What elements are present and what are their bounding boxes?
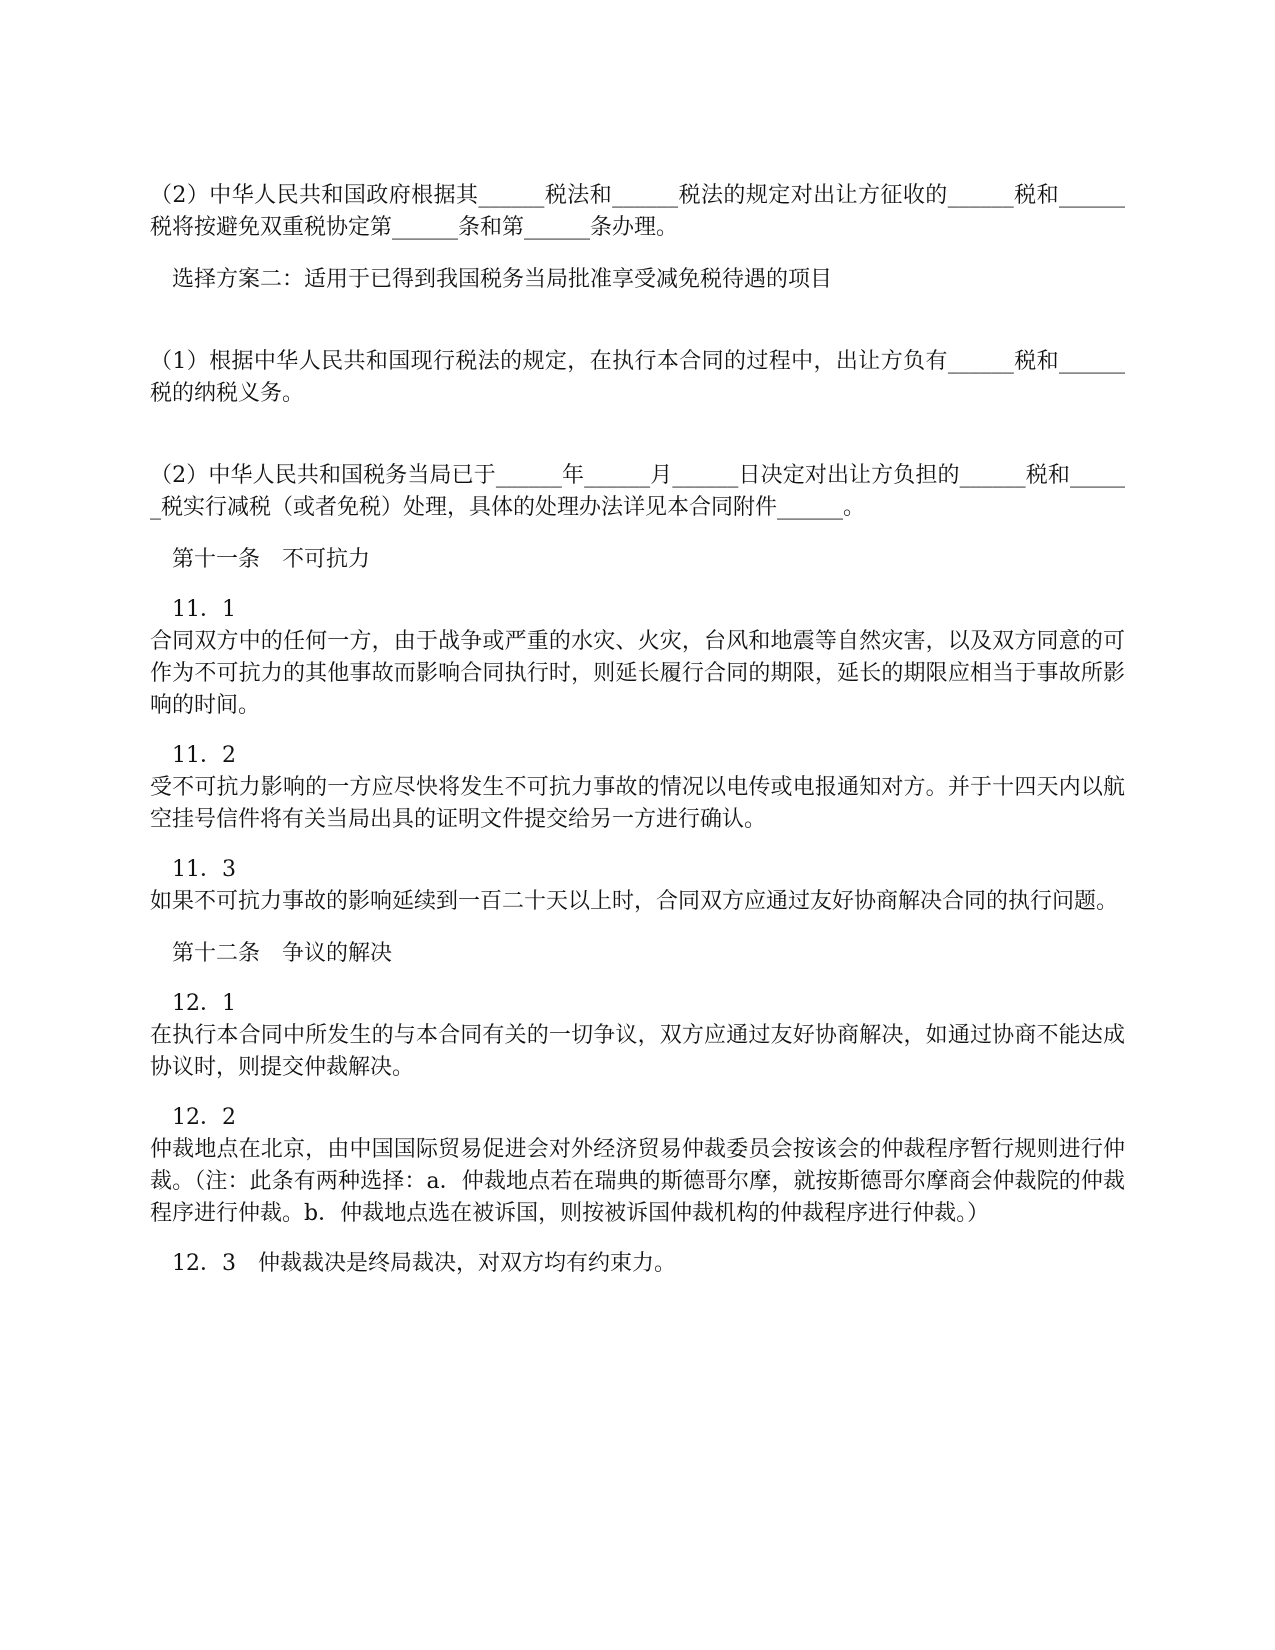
- clause-11-3-number: 11．3: [172, 857, 236, 882]
- document-body: [150, 180, 1125, 1280]
- article-11-title: 第十一条 不可抗力: [172, 547, 371, 572]
- clause-12-2-number: 12．2: [172, 1105, 236, 1130]
- clause-11-1-text: 合同双方中的任何一方，由于战争或严重的水灾、火灾，台风和地震等自然灾害，以及双方同意的可作为不可抗力的其他事故而影响合同执行时，则延长履行合同的期限，延长的期限应相当于事故所影响的时间。: [150, 629, 1125, 718]
- clause-11-3-text: 如果不可抗力事故的影响延续到一百二十天以上时，合同双方应通过友好协商解决合同的执行问题。: [150, 889, 1119, 914]
- option-two-heading: 选择方案二：适用于已得到我国税务当局批准享受减免税待遇的项目: [172, 267, 833, 292]
- clause-12-3-line: 12．3 仲裁裁决是终局裁决，对双方均有约束力。: [172, 1251, 676, 1276]
- clause-11-1-number: 11．1: [172, 597, 236, 622]
- clause-12-1-number: 12．1: [172, 991, 236, 1016]
- clause-11-2-number: 11．2: [172, 743, 236, 768]
- option-two-paragraph-2: （2）中华人民共和国税务当局已于______年______月______日决定对出让方负担的______税和______税实行减税（或者免税）处理，具体的处理办法详见本合同附件______。: [150, 463, 1125, 520]
- clause-11-2-text: 受不可抗力影响的一方应尽快将发生不可抗力事故的情况以电传或电报通知对方。并于十四天内以航空挂号信件将有关当局出具的证明文件提交给另一方进行确认。: [150, 775, 1125, 832]
- clause-12-1-text: 在执行本合同中所发生的与本合同有关的一切争议，双方应通过友好协商解决，如通过协商不能达成协议时，则提交仲裁解决。: [150, 1023, 1125, 1080]
- article-12-title: 第十二条 争议的解决: [172, 941, 393, 966]
- clause-12-2-text: 仲裁地点在北京，由中国国际贸易促进会对外经济贸易仲裁委员会按该会的仲裁程序暂行规则进行仲裁。（注：此条有两种选择：a．仲裁地点若在瑞典的斯德哥尔摩，就按斯德哥尔摩商会仲裁院的仲裁程序进行仲裁。b．仲裁地点选在被诉国，则按被诉国仲裁机构的仲裁程序进行仲裁。）: [150, 1137, 1125, 1226]
- tax-paragraph-2: （2）中华人民共和国政府根据其______税法和______税法的规定对出让方征收的______税和______税将按避免双重税协定第______条和第______条办理。: [150, 183, 1125, 240]
- option-two-paragraph-1: （1）根据中华人民共和国现行税法的规定，在执行本合同的过程中，出让方负有______税和______税的纳税义务。: [150, 349, 1125, 406]
